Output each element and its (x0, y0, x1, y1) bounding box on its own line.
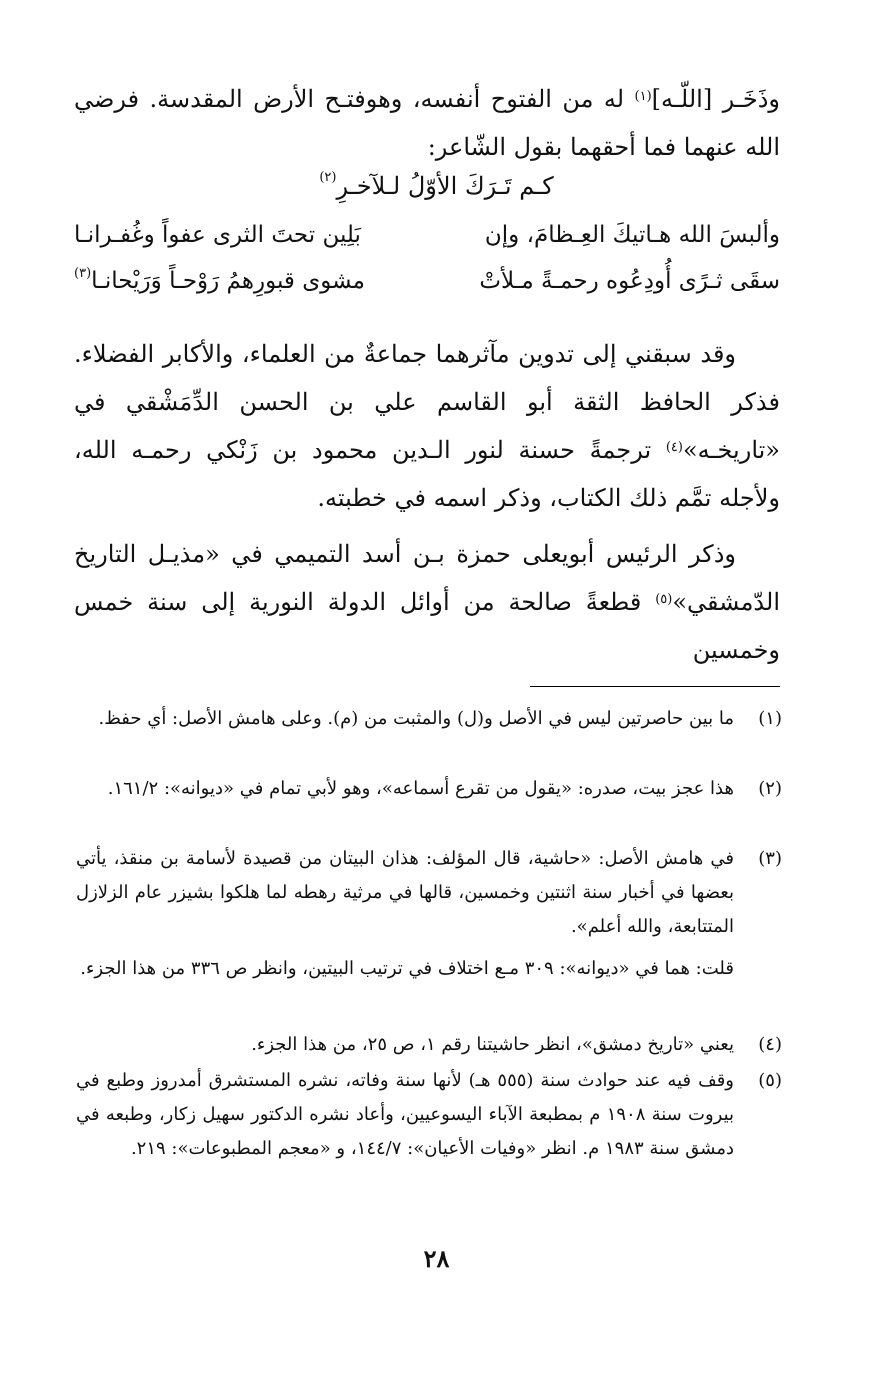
footnote-number: (٣) (758, 848, 782, 869)
footnote-ref-4[interactable]: (٤) (665, 440, 683, 455)
footnote-ref-2[interactable]: (٢) (319, 170, 337, 185)
footnote-number: (٤) (758, 1034, 782, 1055)
footnote-text: في هامش الأصل: «حاشية، قال المؤلف: هذان البيتان من قصيدة لأسامة بن منقذ، يأتي بعضها في أخبار سنة اثنتين وخمسين، قالها في مرثية رهطه لما هلكوا بشيزر عام الزلازل المتتابعة، والله أعلم». (76, 848, 734, 937)
footnote-ref-1[interactable]: (١) (634, 89, 652, 104)
verse-1-first-hemistich: وألبسَ الله هـاتيكَ العِـظامَ، وإن (484, 222, 780, 248)
body-paragraph-sources (74, 330, 780, 522)
footnote-ref-3[interactable]: (٣) (74, 266, 92, 281)
verse-line-2 (74, 268, 780, 308)
footnote-3 (76, 842, 782, 944)
footnote-1 (76, 702, 782, 736)
verse-2-second-hemistich (74, 268, 365, 294)
footnote-text: يعني «تاريخ دمشق»، انظر حاشيتنا رقم ١، ص ٢٥، من هذا الجزء. (251, 1034, 734, 1055)
verse-line-1 (74, 222, 780, 262)
footnote-text: قلت: هما في «ديوانه»: ٣٠٩ مـع اختلاف في ترتيب البيتين، وانظر ص ٣٣٦ من هذا الجزء. (80, 958, 734, 979)
footnote-separator (530, 686, 780, 687)
verse-title-text: كـم تَـرَكَ الأوّلُ لـلآخـرِ (336, 172, 554, 200)
page-number: ٢٨ (423, 1244, 450, 1273)
verse-2-second-text: مشوى قبورِهمُ رَوْحـاً وَرَيْحانـا (91, 268, 365, 294)
footnote-4 (76, 1028, 782, 1062)
verse-1-second-hemistich: بَلِين تحتَ الثرى عفواً وغُفـرانـا (74, 222, 361, 248)
footnote-number: (٢) (758, 778, 782, 799)
paragraph-3-part2: قطعةً صالحة من أوائل الدولة النورية إلى سنة خمس وخمسين (74, 588, 780, 664)
footnote-text: ما بين حاصرتين ليس في الأصل و(ل) والمثبت من (م). وعلى هامش الأصل: أي حفظ. (98, 708, 734, 729)
footnote-number: (١) (758, 708, 782, 729)
paragraph-2-part1: وقد سبقني إلى تدوين مآثرهما جماعةٌ من العلماء، والأكابر الفضلاء. فذكر الحافظ الثقة أبو القاسم علي بن الحسن الدِّمَشْقي في «تاريخـه» (74, 340, 781, 464)
footnote-ref-5[interactable]: (٥) (655, 592, 673, 607)
body-paragraph-abu-yala (74, 530, 780, 674)
paragraph-2-part2: ترجمةً حسنة لنور الـدين محمود بن زَنْكي رحمـه الله، ولأجله تمَّم ذلك الكتاب، وذكر اسمه في خطبته. (74, 436, 780, 512)
paragraph-lead: وذَخَـر [اللّـه] (651, 85, 780, 113)
verse-title (150, 172, 723, 200)
footnote-5 (76, 1064, 782, 1166)
footnote-text: وقف فيه عند حوادث سنة (٥٥٥ هـ) لأنها سنة وفاته، نشره المستشرق أمدروز وطبع في بيروت سنة ١٩٠٨ م بمطبعة الآباء اليسوعيين، وأعاد نشره الدكتور سهيل زكار، وطبعه في دمشق سنة ١٩٨٣ م. انظر «وفيات الأعيان»: ١٤٤/٧، و «معجم المطبوعات»: ٢١٩. (76, 1070, 735, 1159)
verse-2-first-hemistich: سقَى ثـرًى أُودِعُوه رحمـةً مـلأتْ (479, 268, 780, 294)
paragraph-rest: له من الفتوح أنفسه، وهوفتـح الأرض المقدسة. فرضي الله عنهما فما أحقهما بقول الشّاعر: (74, 85, 780, 161)
footnote-2 (76, 772, 782, 806)
footnote-number: (٥) (758, 1070, 782, 1091)
paragraph-3-part1: وذكر الرئيس أبويعلى حمزة بـن أسد التميمي في «مذيـل التاريخ الدّمشقي» (74, 540, 780, 616)
footnote-3-continuation (76, 952, 782, 986)
footnote-text: هذا عجز بيت، صدره: «يقول من تقرع أسماعه»، وهو لأبي تمام في «ديوانه»: ١٦١/٢. (107, 778, 734, 799)
body-paragraph-intro (74, 75, 780, 171)
